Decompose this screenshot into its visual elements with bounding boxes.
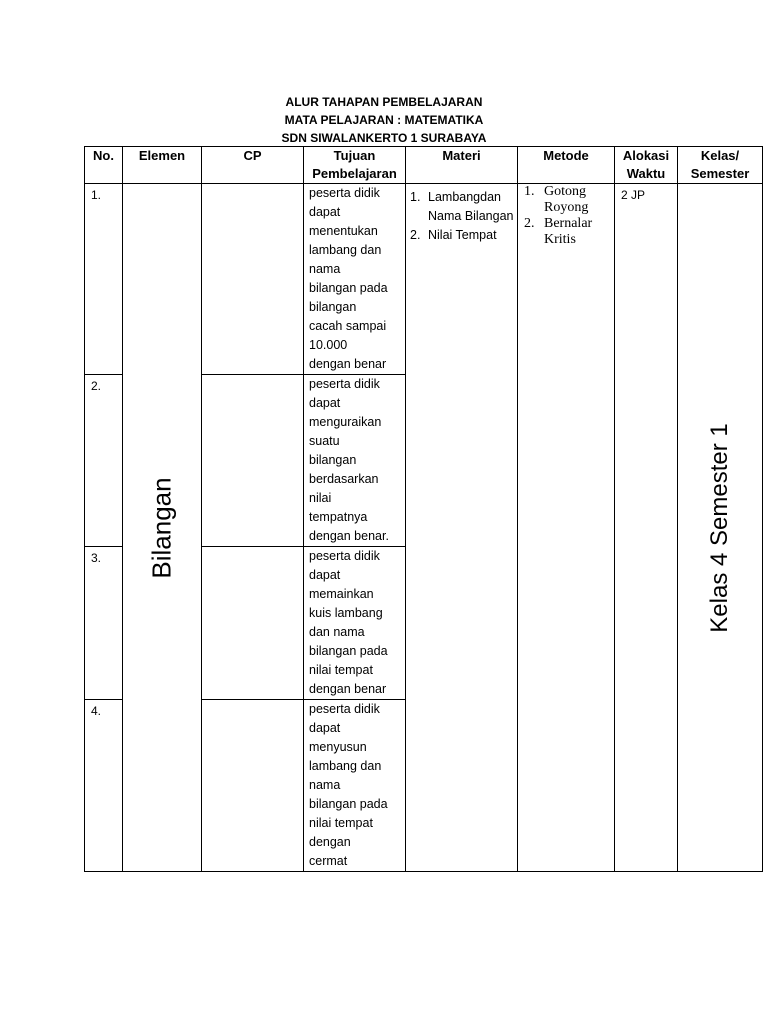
- tujuan-line: dapat: [309, 721, 341, 735]
- metode-cell: [518, 184, 615, 872]
- document-heading: [0, 93, 768, 147]
- header-kelas-line: Kelas/: [700, 148, 740, 163]
- list-text: Nilai Tempat: [428, 228, 497, 242]
- header-elemen: Elemen: [123, 147, 202, 184]
- cp-cell: [202, 375, 304, 547]
- tujuan-line: nilai tempat: [309, 816, 373, 830]
- list-number: 2.: [524, 216, 535, 231]
- list-text: Bernalar Kritis: [544, 216, 593, 247]
- tujuan-line: dan nama: [309, 625, 365, 639]
- cp-cell: [202, 184, 304, 375]
- list-item: [524, 216, 614, 248]
- list-number: 2.: [410, 228, 421, 242]
- tujuan-line: peserta didik: [309, 186, 380, 200]
- tujuan-line: kuis lambang: [309, 606, 383, 620]
- header-cp: CP: [202, 147, 304, 184]
- tujuan-line: nama: [309, 262, 341, 276]
- tujuan-line: 10.000: [309, 338, 348, 352]
- tujuan-line: lambang dan: [309, 759, 382, 773]
- row-number: 1.: [85, 184, 123, 375]
- list-item: [524, 184, 614, 216]
- header-materi: Materi: [406, 147, 518, 184]
- header-kelas: [678, 147, 763, 184]
- tujuan-line: bilangan pada: [309, 281, 388, 295]
- heading-line: SDN SIWALANKERTO 1 SURABAYA: [281, 131, 487, 145]
- tujuan-line: nilai tempat: [309, 663, 373, 677]
- header-tujuan-line: Tujuan: [333, 148, 376, 163]
- tujuan-line: dapat: [309, 205, 341, 219]
- tujuan-line: suatu: [309, 434, 340, 448]
- tujuan-line: nama: [309, 778, 341, 792]
- heading-line: MATA PELAJARAN : MATEMATIKA: [284, 113, 484, 127]
- tujuan-line: peserta didik: [309, 377, 380, 391]
- tujuan-line: dengan: [309, 835, 351, 849]
- cp-cell: [202, 547, 304, 700]
- header-alokasi-line: Waktu: [626, 166, 666, 181]
- tujuan-cell: [304, 700, 406, 872]
- tujuan-line: bilangan: [309, 300, 357, 314]
- tujuan-line: bilangan pada: [309, 797, 388, 811]
- row-number: 3.: [85, 547, 123, 700]
- cp-cell: [202, 700, 304, 872]
- header-metode: Metode: [518, 147, 615, 184]
- tujuan-line: tempatnya: [309, 510, 368, 524]
- tujuan-line: bilangan: [309, 453, 357, 467]
- elemen-text: Bilangan: [146, 476, 177, 579]
- row-number: 4.: [85, 700, 123, 872]
- tujuan-cell: [304, 184, 406, 375]
- list-item: [410, 226, 517, 245]
- learning-flow-table: [84, 146, 763, 872]
- list-number: 1.: [524, 184, 535, 199]
- materi-list: [406, 184, 517, 245]
- list-item: [410, 188, 517, 226]
- tujuan-cell: [304, 547, 406, 700]
- heading-line: ALUR TAHAPAN PEMBELAJARAN: [285, 95, 483, 109]
- tujuan-line: lambang dan: [309, 243, 382, 257]
- header-alokasi-line: Alokasi: [622, 148, 670, 163]
- tujuan-line: nilai: [309, 491, 332, 505]
- tujuan-cell: [304, 375, 406, 547]
- metode-list: [518, 184, 614, 248]
- table-header-row: [85, 147, 763, 184]
- header-no: No.: [85, 147, 123, 184]
- tujuan-line: peserta didik: [309, 702, 380, 716]
- kelas-semester-text: Kelas 4 Semester 1: [706, 422, 733, 633]
- row-number: 2.: [85, 375, 123, 547]
- header-tujuan-line: Pembelajaran: [312, 166, 397, 181]
- tujuan-line: cacah sampai: [309, 319, 387, 333]
- materi-cell: [406, 184, 518, 872]
- tujuan-line: dapat: [309, 568, 341, 582]
- tujuan-line: memainkan: [309, 587, 374, 601]
- header-tujuan: [304, 147, 406, 184]
- list-number: 1.: [410, 190, 421, 204]
- header-kelas-line: Semester: [690, 166, 750, 181]
- list-text: Gotong Royong: [544, 184, 589, 215]
- list-text: Lambangdan Nama Bilangan: [428, 190, 514, 223]
- tujuan-line: menentukan: [309, 224, 378, 238]
- header-alokasi: [615, 147, 678, 184]
- tujuan-line: dengan benar: [309, 682, 387, 696]
- tujuan-line: dapat: [309, 396, 341, 410]
- alokasi-cell: 2 JP: [615, 184, 678, 872]
- elemen-cell: [123, 184, 202, 872]
- tujuan-line: berdasarkan: [309, 472, 379, 486]
- tujuan-line: menyusun: [309, 740, 367, 754]
- kelas-semester-cell: [678, 184, 763, 872]
- table-row: [85, 184, 763, 375]
- tujuan-line: cermat: [309, 854, 348, 868]
- tujuan-line: bilangan pada: [309, 644, 388, 658]
- tujuan-line: dengan benar: [309, 357, 387, 371]
- tujuan-line: dengan benar.: [309, 529, 389, 543]
- tujuan-line: peserta didik: [309, 549, 380, 563]
- tujuan-line: menguraikan: [309, 415, 382, 429]
